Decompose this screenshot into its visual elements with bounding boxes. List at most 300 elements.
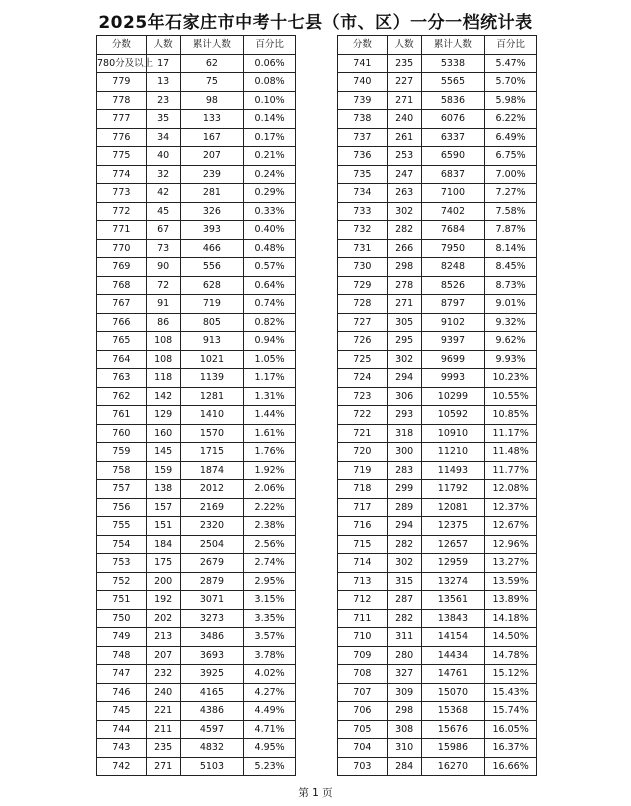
cell-score: 713 — [338, 572, 388, 591]
cell-cumulative: 9102 — [421, 313, 485, 332]
cell-count: 280 — [387, 646, 421, 665]
table-row — [97, 91, 296, 110]
cell-count: 159 — [146, 461, 180, 480]
cell-score: 727 — [338, 313, 388, 332]
cell-count: 142 — [146, 387, 180, 406]
header-cumulative: 累计人数 — [421, 36, 485, 55]
table-row — [338, 239, 537, 258]
table-row — [97, 424, 296, 443]
cell-count: 293 — [387, 406, 421, 425]
table-row — [338, 554, 537, 573]
table-row — [97, 406, 296, 425]
cell-score: 735 — [338, 165, 388, 184]
table-row — [338, 572, 537, 591]
table-row — [338, 91, 537, 110]
cell-score: 779 — [97, 73, 147, 92]
cell-count: 298 — [387, 702, 421, 721]
cell-score: 774 — [97, 165, 147, 184]
cell-percent: 0.48% — [244, 239, 296, 258]
table-row — [338, 184, 537, 203]
table-row — [338, 165, 537, 184]
cell-score: 718 — [338, 480, 388, 499]
cell-score: 715 — [338, 535, 388, 554]
table-row — [97, 332, 296, 351]
cell-percent: 6.22% — [485, 110, 537, 129]
cell-percent: 4.95% — [244, 739, 296, 758]
cell-cumulative: 133 — [180, 110, 244, 129]
table-row — [97, 202, 296, 221]
cell-count: 240 — [387, 110, 421, 129]
cell-score: 739 — [338, 91, 388, 110]
table-row — [338, 461, 537, 480]
table-row — [338, 387, 537, 406]
cell-percent: 13.89% — [485, 591, 537, 610]
cell-cumulative: 466 — [180, 239, 244, 258]
cell-cumulative: 11210 — [421, 443, 485, 462]
cell-percent: 0.17% — [244, 128, 296, 147]
cell-percent: 16.37% — [485, 739, 537, 758]
cell-count: 108 — [146, 350, 180, 369]
cell-count: 138 — [146, 480, 180, 499]
cell-percent: 7.00% — [485, 165, 537, 184]
cell-score: 759 — [97, 443, 147, 462]
cell-cumulative: 15676 — [421, 720, 485, 739]
table-row — [97, 461, 296, 480]
cell-percent: 1.17% — [244, 369, 296, 388]
cell-score: 743 — [97, 739, 147, 758]
cell-percent: 0.57% — [244, 258, 296, 277]
cell-count: 23 — [146, 91, 180, 110]
cell-percent: 2.95% — [244, 572, 296, 591]
cell-score: 772 — [97, 202, 147, 221]
table-row — [338, 221, 537, 240]
cell-percent: 9.32% — [485, 313, 537, 332]
cell-cumulative: 2879 — [180, 572, 244, 591]
header-cumulative: 累计人数 — [180, 36, 244, 55]
cell-count: 283 — [387, 461, 421, 480]
cell-score: 771 — [97, 221, 147, 240]
score-table-left — [96, 35, 296, 776]
cell-count: 278 — [387, 276, 421, 295]
cell-cumulative: 2169 — [180, 498, 244, 517]
cell-percent: 1.05% — [244, 350, 296, 369]
table-row — [338, 720, 537, 739]
cell-cumulative: 98 — [180, 91, 244, 110]
page-title: 2025年石家庄市中考十七县（市、区）一分一档统计表 — [98, 13, 533, 33]
cell-score: 728 — [338, 295, 388, 314]
cell-cumulative: 3693 — [180, 646, 244, 665]
cell-cumulative: 326 — [180, 202, 244, 221]
table-row — [97, 239, 296, 258]
cell-percent: 0.94% — [244, 332, 296, 351]
table-row — [97, 739, 296, 758]
cell-percent: 11.48% — [485, 443, 537, 462]
cell-count: 202 — [146, 609, 180, 628]
cell-percent: 4.49% — [244, 702, 296, 721]
cell-count: 108 — [146, 332, 180, 351]
cell-score: 764 — [97, 350, 147, 369]
table-row — [338, 535, 537, 554]
table-row — [97, 147, 296, 166]
table-row — [97, 369, 296, 388]
cell-percent: 11.17% — [485, 424, 537, 443]
cell-score: 750 — [97, 609, 147, 628]
table-row — [97, 350, 296, 369]
cell-score: 754 — [97, 535, 147, 554]
cell-score: 722 — [338, 406, 388, 425]
cell-count: 72 — [146, 276, 180, 295]
cell-percent: 0.29% — [244, 184, 296, 203]
cell-percent: 2.38% — [244, 517, 296, 536]
cell-score: 740 — [338, 73, 388, 92]
table-row — [338, 443, 537, 462]
cell-count: 308 — [387, 720, 421, 739]
cell-score: 769 — [97, 258, 147, 277]
cell-score: 730 — [338, 258, 388, 277]
cell-percent: 12.37% — [485, 498, 537, 517]
table-row — [97, 54, 296, 73]
cell-cumulative: 9993 — [421, 369, 485, 388]
cell-cumulative: 393 — [180, 221, 244, 240]
header-percent: 百分比 — [485, 36, 537, 55]
cell-score: 744 — [97, 720, 147, 739]
cell-cumulative: 3486 — [180, 628, 244, 647]
table-row — [97, 591, 296, 610]
cell-percent: 9.62% — [485, 332, 537, 351]
cell-cumulative: 4386 — [180, 702, 244, 721]
cell-cumulative: 13274 — [421, 572, 485, 591]
cell-count: 91 — [146, 295, 180, 314]
cell-count: 282 — [387, 609, 421, 628]
table-row — [338, 406, 537, 425]
cell-score: 704 — [338, 739, 388, 758]
cell-cumulative: 10299 — [421, 387, 485, 406]
cell-cumulative: 281 — [180, 184, 244, 203]
cell-percent: 12.08% — [485, 480, 537, 499]
table-row — [338, 665, 537, 684]
cell-count: 129 — [146, 406, 180, 425]
cell-cumulative: 12657 — [421, 535, 485, 554]
table-header-row — [97, 36, 296, 55]
cell-count: 300 — [387, 443, 421, 462]
cell-score: 752 — [97, 572, 147, 591]
cell-percent: 10.55% — [485, 387, 537, 406]
table-row — [97, 480, 296, 499]
cell-percent: 0.74% — [244, 295, 296, 314]
cell-count: 266 — [387, 239, 421, 258]
cell-score: 717 — [338, 498, 388, 517]
cell-score: 732 — [338, 221, 388, 240]
cell-percent: 9.93% — [485, 350, 537, 369]
cell-cumulative: 628 — [180, 276, 244, 295]
cell-percent: 1.44% — [244, 406, 296, 425]
cell-cumulative: 7950 — [421, 239, 485, 258]
table-row — [97, 184, 296, 203]
cell-cumulative: 9397 — [421, 332, 485, 351]
cell-cumulative: 14761 — [421, 665, 485, 684]
cell-cumulative: 6337 — [421, 128, 485, 147]
cell-score: 719 — [338, 461, 388, 480]
table-row — [338, 498, 537, 517]
table-row — [338, 276, 537, 295]
cell-cumulative: 6590 — [421, 147, 485, 166]
cell-count: 271 — [387, 91, 421, 110]
cell-score: 780分及以上 — [97, 54, 147, 73]
table-row — [97, 757, 296, 776]
table-row — [97, 572, 296, 591]
cell-percent: 14.18% — [485, 609, 537, 628]
cell-score: 775 — [97, 147, 147, 166]
cell-count: 184 — [146, 535, 180, 554]
cell-cumulative: 14154 — [421, 628, 485, 647]
cell-count: 232 — [146, 665, 180, 684]
cell-percent: 14.78% — [485, 646, 537, 665]
cell-count: 45 — [146, 202, 180, 221]
cell-percent: 0.40% — [244, 221, 296, 240]
cell-percent: 4.02% — [244, 665, 296, 684]
cell-cumulative: 2012 — [180, 480, 244, 499]
cell-cumulative: 2320 — [180, 517, 244, 536]
cell-score: 710 — [338, 628, 388, 647]
cell-cumulative: 719 — [180, 295, 244, 314]
cell-count: 73 — [146, 239, 180, 258]
cell-count: 315 — [387, 572, 421, 591]
cell-percent: 11.77% — [485, 461, 537, 480]
cell-score: 768 — [97, 276, 147, 295]
cell-cumulative: 62 — [180, 54, 244, 73]
table-row — [338, 128, 537, 147]
cell-count: 90 — [146, 258, 180, 277]
table-row — [338, 350, 537, 369]
cell-percent: 9.01% — [485, 295, 537, 314]
cell-count: 160 — [146, 424, 180, 443]
cell-score: 703 — [338, 757, 388, 776]
cell-count: 284 — [387, 757, 421, 776]
header-count: 人数 — [146, 36, 180, 55]
cell-percent: 5.98% — [485, 91, 537, 110]
cell-score: 748 — [97, 646, 147, 665]
cell-cumulative: 1021 — [180, 350, 244, 369]
cell-cumulative: 5338 — [421, 54, 485, 73]
cell-score: 753 — [97, 554, 147, 573]
cell-percent: 0.33% — [244, 202, 296, 221]
table-row — [97, 258, 296, 277]
cell-score: 716 — [338, 517, 388, 536]
cell-percent: 6.75% — [485, 147, 537, 166]
cell-score: 758 — [97, 461, 147, 480]
cell-cumulative: 15986 — [421, 739, 485, 758]
table-row — [97, 609, 296, 628]
cell-score: 742 — [97, 757, 147, 776]
cell-count: 263 — [387, 184, 421, 203]
cell-count: 294 — [387, 517, 421, 536]
cell-cumulative: 167 — [180, 128, 244, 147]
cell-score: 721 — [338, 424, 388, 443]
cell-score: 760 — [97, 424, 147, 443]
table-row — [97, 73, 296, 92]
cell-percent: 13.59% — [485, 572, 537, 591]
cell-count: 287 — [387, 591, 421, 610]
page-number: 第 1 页 — [298, 787, 333, 799]
cell-score: 770 — [97, 239, 147, 258]
table-row — [338, 609, 537, 628]
cell-percent: 1.76% — [244, 443, 296, 462]
cell-score: 757 — [97, 480, 147, 499]
cell-percent: 2.22% — [244, 498, 296, 517]
cell-cumulative: 1410 — [180, 406, 244, 425]
cell-count: 221 — [146, 702, 180, 721]
cell-cumulative: 6837 — [421, 165, 485, 184]
cell-cumulative: 15368 — [421, 702, 485, 721]
cell-count: 327 — [387, 665, 421, 684]
cell-cumulative: 8526 — [421, 276, 485, 295]
cell-percent: 13.27% — [485, 554, 537, 573]
table-row — [97, 387, 296, 406]
cell-count: 227 — [387, 73, 421, 92]
cell-percent: 7.27% — [485, 184, 537, 203]
table-row — [338, 369, 537, 388]
cell-percent: 0.64% — [244, 276, 296, 295]
table-row — [97, 702, 296, 721]
cell-score: 767 — [97, 295, 147, 314]
table-row — [338, 110, 537, 129]
table-row — [338, 202, 537, 221]
table-row — [338, 295, 537, 314]
cell-count: 247 — [387, 165, 421, 184]
cell-score: 741 — [338, 54, 388, 73]
cell-cumulative: 16270 — [421, 757, 485, 776]
table-row — [97, 646, 296, 665]
cell-score: 751 — [97, 591, 147, 610]
table-row — [97, 720, 296, 739]
cell-cumulative: 5836 — [421, 91, 485, 110]
cell-percent: 0.14% — [244, 110, 296, 129]
table-row — [97, 313, 296, 332]
cell-percent: 5.70% — [485, 73, 537, 92]
table-header-row — [338, 36, 537, 55]
cell-cumulative: 5565 — [421, 73, 485, 92]
cell-score: 738 — [338, 110, 388, 129]
cell-score: 709 — [338, 646, 388, 665]
cell-percent: 3.15% — [244, 591, 296, 610]
cell-count: 261 — [387, 128, 421, 147]
cell-score: 707 — [338, 683, 388, 702]
cell-count: 151 — [146, 517, 180, 536]
cell-cumulative: 12375 — [421, 517, 485, 536]
cell-count: 318 — [387, 424, 421, 443]
cell-percent: 14.50% — [485, 628, 537, 647]
cell-percent: 8.14% — [485, 239, 537, 258]
cell-cumulative: 11493 — [421, 461, 485, 480]
cell-cumulative: 12959 — [421, 554, 485, 573]
cell-cumulative: 13843 — [421, 609, 485, 628]
table-row — [97, 517, 296, 536]
cell-count: 294 — [387, 369, 421, 388]
cell-count: 34 — [146, 128, 180, 147]
cell-cumulative: 1281 — [180, 387, 244, 406]
cell-cumulative: 239 — [180, 165, 244, 184]
cell-count: 235 — [146, 739, 180, 758]
cell-cumulative: 207 — [180, 147, 244, 166]
score-table-right — [337, 35, 537, 776]
cell-count: 310 — [387, 739, 421, 758]
cell-percent: 3.57% — [244, 628, 296, 647]
table-row — [338, 480, 537, 499]
cell-percent: 0.08% — [244, 73, 296, 92]
table-row — [338, 73, 537, 92]
cell-percent: 16.05% — [485, 720, 537, 739]
cell-cumulative: 913 — [180, 332, 244, 351]
table-row — [97, 221, 296, 240]
cell-score: 778 — [97, 91, 147, 110]
cell-cumulative: 556 — [180, 258, 244, 277]
cell-cumulative: 12081 — [421, 498, 485, 517]
table-row — [97, 443, 296, 462]
cell-count: 302 — [387, 554, 421, 573]
cell-percent: 7.58% — [485, 202, 537, 221]
cell-score: 720 — [338, 443, 388, 462]
cell-score: 747 — [97, 665, 147, 684]
cell-cumulative: 8248 — [421, 258, 485, 277]
cell-score: 714 — [338, 554, 388, 573]
cell-percent: 10.85% — [485, 406, 537, 425]
cell-count: 213 — [146, 628, 180, 647]
cell-score: 756 — [97, 498, 147, 517]
cell-percent: 3.35% — [244, 609, 296, 628]
cell-percent: 7.87% — [485, 221, 537, 240]
cell-percent: 15.12% — [485, 665, 537, 684]
cell-count: 67 — [146, 221, 180, 240]
cell-cumulative: 3273 — [180, 609, 244, 628]
cell-count: 192 — [146, 591, 180, 610]
cell-percent: 1.92% — [244, 461, 296, 480]
cell-count: 118 — [146, 369, 180, 388]
cell-percent: 6.49% — [485, 128, 537, 147]
cell-cumulative: 9699 — [421, 350, 485, 369]
cell-score: 708 — [338, 665, 388, 684]
cell-cumulative: 8797 — [421, 295, 485, 314]
cell-score: 711 — [338, 609, 388, 628]
cell-percent: 5.47% — [485, 54, 537, 73]
cell-cumulative: 7684 — [421, 221, 485, 240]
cell-score: 777 — [97, 110, 147, 129]
cell-percent: 12.67% — [485, 517, 537, 536]
cell-score: 729 — [338, 276, 388, 295]
cell-cumulative: 13561 — [421, 591, 485, 610]
table-row — [97, 295, 296, 314]
cell-count: 42 — [146, 184, 180, 203]
table-row — [338, 424, 537, 443]
cell-cumulative: 7100 — [421, 184, 485, 203]
cell-score: 726 — [338, 332, 388, 351]
cell-cumulative: 10592 — [421, 406, 485, 425]
table-row — [97, 665, 296, 684]
cell-count: 17 — [146, 54, 180, 73]
cell-count: 145 — [146, 443, 180, 462]
cell-cumulative: 6076 — [421, 110, 485, 129]
cell-count: 253 — [387, 147, 421, 166]
cell-score: 733 — [338, 202, 388, 221]
table-row — [338, 332, 537, 351]
cell-score: 755 — [97, 517, 147, 536]
cell-count: 306 — [387, 387, 421, 406]
cell-cumulative: 1570 — [180, 424, 244, 443]
cell-percent: 4.27% — [244, 683, 296, 702]
cell-cumulative: 1139 — [180, 369, 244, 388]
cell-percent: 0.10% — [244, 91, 296, 110]
cell-cumulative: 3071 — [180, 591, 244, 610]
cell-cumulative: 5103 — [180, 757, 244, 776]
